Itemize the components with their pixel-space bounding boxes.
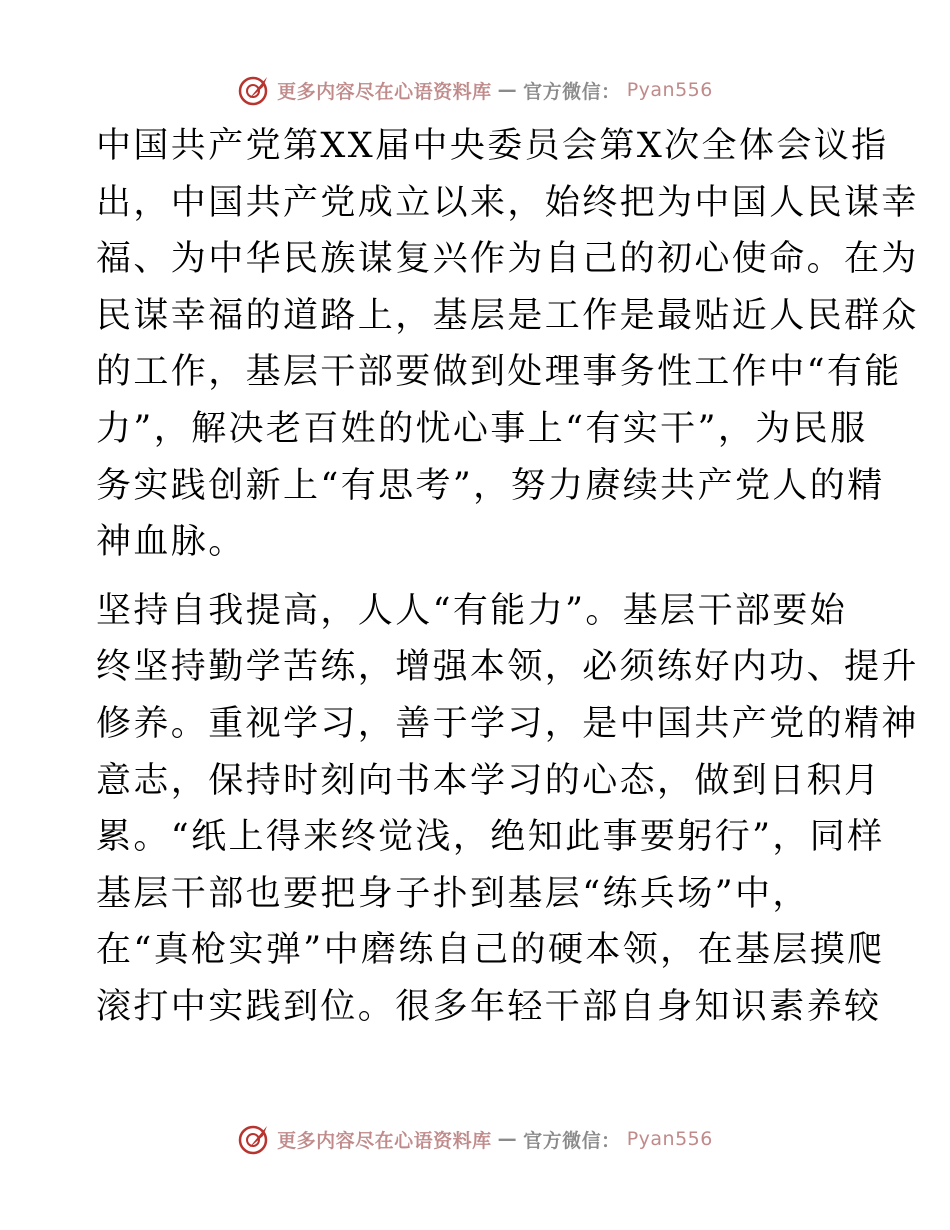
text-line: 中国共产党第XX届中央委员会第X次全体会议指 [96,126,889,166]
text-line: 滚打中实践到位。很多年轻干部自身知识素养较 [96,986,882,1027]
text-line: 务实践创新上“有思考”，努力赓续共产党人的精 [96,465,885,506]
banner-dash: — [497,79,518,101]
banner-wechat-label: 官方微信： [523,80,621,103]
text-line: 修养。重视学习，善于学习，是中国共产党的精神 [96,703,919,744]
footer-watermark-banner [0,1119,950,1159]
paragraph-1 [96,118,919,571]
text-line: 累。“纸上得来终觉浅，绝知此事要躬行”，同样 [96,817,885,858]
text-line: 福、为中华民族谋复兴作为自己的初心使命。在为 [96,239,919,280]
text-line: 力”，解决老百姓的忧心事上“有实干”，为民服 [96,408,868,449]
banner-wechat-label: 官方微信： [523,1129,621,1152]
banner-main-text: 更多内容尽在心语资料库 [277,80,492,103]
text-line: 出，中国共产党成立以来，始终把为中国人民谋幸 [96,182,919,223]
text-line: 基层干部也要把身子扑到基层“练兵场”中， [96,873,810,914]
banner-dash: — [497,1128,518,1150]
text-line: 神血脉。 [96,522,246,563]
paragraph-2 [96,583,919,1036]
text-line: 的工作，基层干部要做到处理事务性工作中“有能 [96,352,902,393]
text-line: 终坚持勤学苦练，增强本领，必须练好内功、提升 [96,647,919,688]
banner-wechat-id: Pyan556 [626,79,713,101]
quill-logo-icon [237,73,271,107]
text-line: 坚持自我提高，人人“有能力”。基层干部要始 [96,590,848,631]
header-watermark-banner [0,70,950,110]
text-line: 意志，保持时刻向书本学习的心态，做到日积月 [96,760,882,801]
text-line: 在“真枪实弹”中磨练自己的硬本领，在基层摸爬 [96,930,885,971]
quill-logo-icon [237,1122,271,1156]
banner-main-text: 更多内容尽在心语资料库 [277,1129,492,1152]
document-body [96,118,919,1048]
banner-wechat-id: Pyan556 [626,1128,713,1150]
text-line: 民谋幸福的道路上，基层是工作是最贴近人民群众 [96,295,919,336]
